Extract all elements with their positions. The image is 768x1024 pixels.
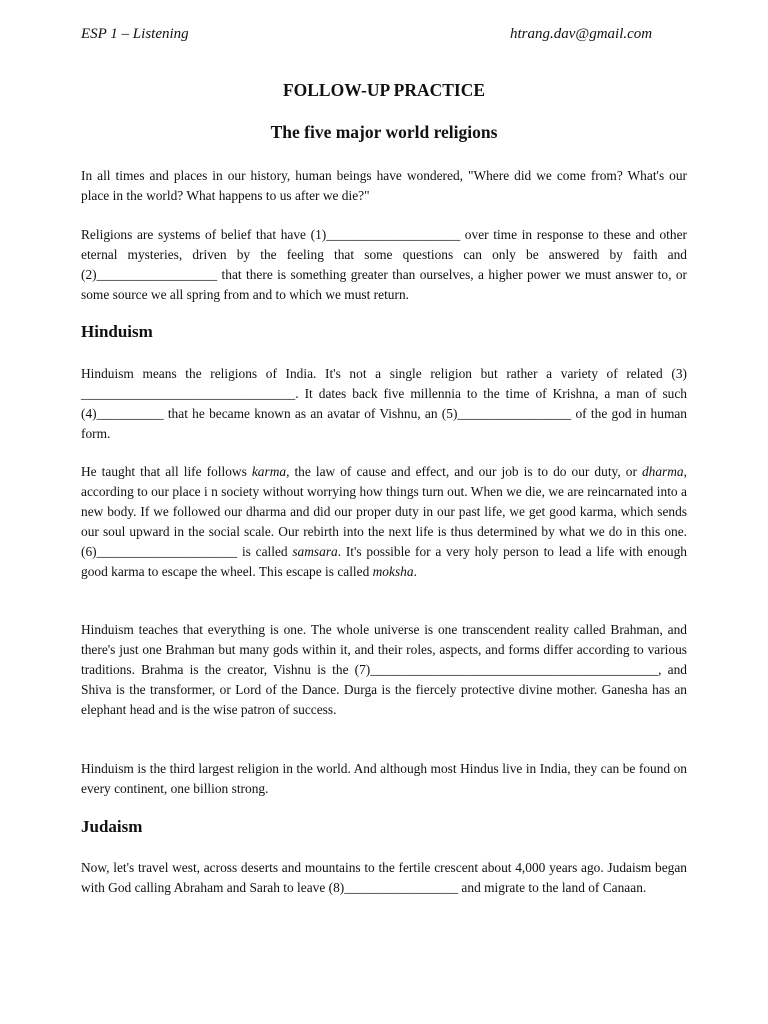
term-samsara: samsara — [292, 544, 338, 559]
hinduism-paragraph-1: Hinduism means the religions of India. It's not a single religion but rather a variety of related (3) ________________________________. It dates back five millennia to the time of Krishna, a man of such (4)__________ that he became known as an avatar of Vishnu, an (5)_________________ of the god in human form. — [81, 366, 687, 441]
term-moksha: moksha — [372, 564, 414, 579]
hinduism-paragraph-3: Hinduism teaches that everything is one. The whole universe is one transcendent reality called Brahman, and there's just one Brahman but many gods within it, and their roles, aspects, and forms differ according to various traditions. Brahma is the creator, Vishnu is the (7)___________________________________________, and Shiva is the transformer, or Lord of the Dance. Durga is the fiercely protective divine mother. Ganesha has an elephant head and is the wise patron of success. — [81, 622, 687, 717]
intro-paragraph-2: Religions are systems of belief that have (1)____________________ over time in response to these and other eternal mysteries, driven by the feeling that some questions can only be answered by faith and (2)__________________ that there is something greater than ourselves, a higher power we must answer to, or some source we all spring from and to which we must return. — [81, 227, 687, 302]
judaism-paragraph-1: Now, let's travel west, across deserts and mountains to the fertile crescent about 4,000 years ago. Judaism began with God calling Abraham and Sarah to leave (8)_________________ and migrate to the land of Canaan. — [81, 860, 687, 895]
page-subtitle: The five major world religions — [270, 122, 498, 142]
term-dharma: dharma — [641, 464, 684, 479]
course-header: ESP 1 – Listening — [81, 26, 189, 42]
intro-paragraph-1: In all times and places in our history, human beings have wondered, "Where did we come from? What's our place in the world? What happens to us after we die?" — [81, 168, 687, 203]
hinduism-paragraph-2: He taught that all life follows karma, the law of cause and effect, and our job is to do our duty, or dharma, according to our place i n society without worrying how things turn out. When we die, we are reincarnated into a new body. If we followed our dharma and did our proper duty in our past life, we get good karma, which sends our soul upward in the social scale. Our rebirth into the next life is thus determined by what we do in this one. (6)_____________________ is called samsara. It's possible for a very holy person to lead a life with enough good karma to escape the wheel. This escape is called moksha. — [81, 464, 688, 579]
page-title: FOLLOW-UP PRACTICE — [282, 80, 486, 100]
term-karma: karma — [251, 464, 287, 479]
email-header: htrang.dav@gmail.com — [510, 26, 653, 42]
judaism-heading: Judaism — [81, 817, 143, 836]
hinduism-paragraph-4: Hinduism is the third largest religion in the world. And although most Hindus live in India, they can be found on every continent, one billion strong. — [81, 761, 687, 796]
hinduism-heading: Hinduism — [81, 322, 153, 341]
